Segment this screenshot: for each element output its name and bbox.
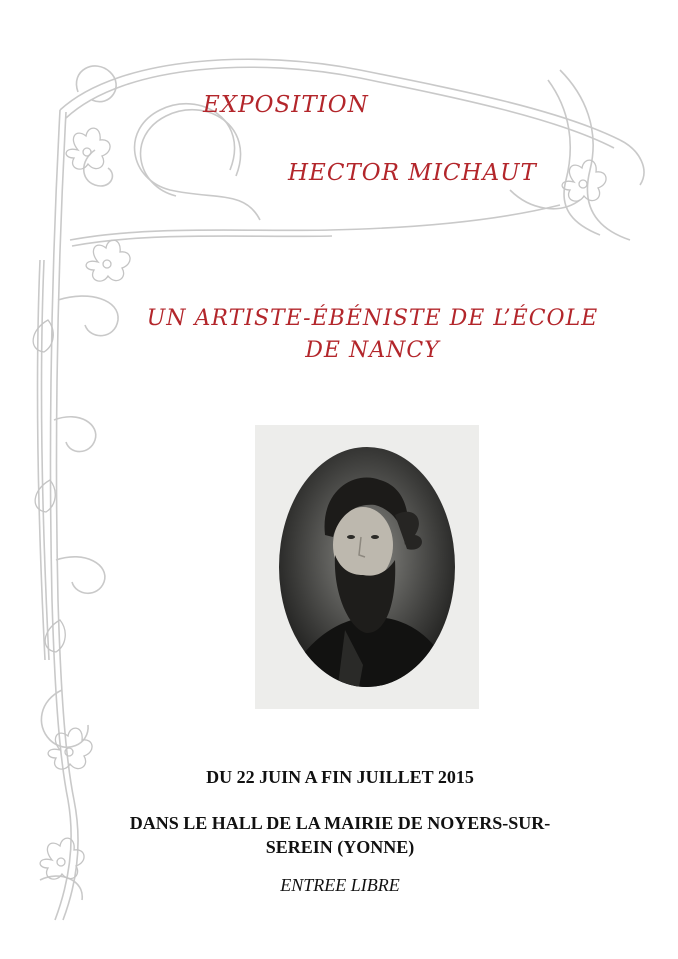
artist-portrait — [255, 425, 479, 709]
exhibition-dates: DU 22 JUIN A FIN JUILLET 2015 — [206, 767, 474, 787]
exhibition-venue — [90, 811, 590, 859]
free-entry-note: ENTREE LIBRE — [280, 875, 400, 895]
venue-line-2: SEREIN (YONNE) — [265, 837, 415, 857]
subtitle — [140, 303, 605, 367]
venue-line-1: DANS LE HALL DE LA MAIRIE DE NOYERS-SUR- — [129, 813, 551, 833]
subtitle-line-2: DE NANCY — [305, 338, 440, 363]
subtitle-line-1: UN ARTISTE-ÉBÉNISTE DE L’ÉCOLE — [146, 306, 599, 331]
exhibition-heading: EXPOSITION — [203, 92, 369, 118]
artist-name-heading: HECTOR MICHAUT — [288, 160, 537, 186]
